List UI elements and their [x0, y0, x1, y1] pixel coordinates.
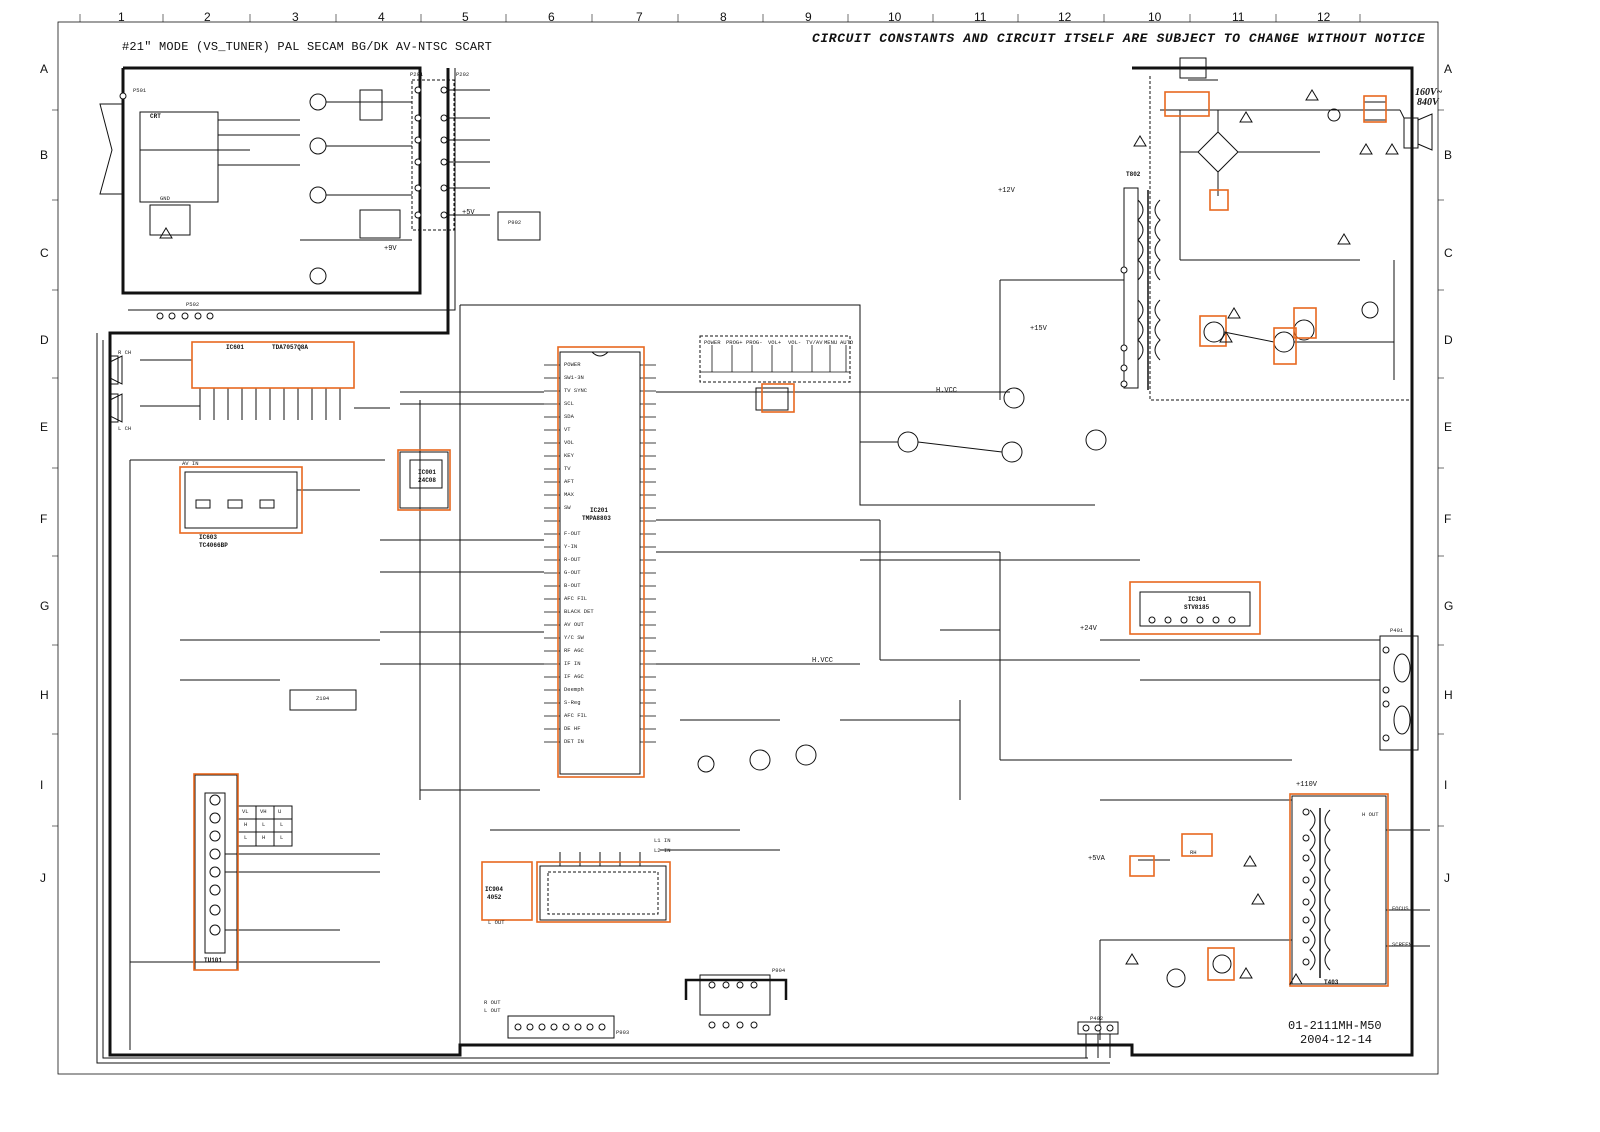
t403-label: T403	[1324, 979, 1339, 986]
v15-label: +15V	[1030, 325, 1047, 333]
key-menu: MENU	[824, 339, 838, 346]
ic201-pin-l8: KEY	[564, 452, 574, 459]
hvcc-label: H.VCC	[936, 387, 958, 395]
v9-label: +9V	[384, 245, 397, 253]
tuner-table-r1c2: L	[262, 821, 266, 828]
grid-row-j-right: J	[1444, 871, 1450, 885]
grid-col-1: 1	[118, 10, 125, 24]
av-in-label: AV IN	[182, 460, 199, 467]
grid-col-4: 4	[378, 10, 385, 24]
grid-col-10: 10	[888, 10, 902, 24]
p903-label: P903	[616, 1029, 630, 1036]
tuner-table-r2c2: H	[262, 834, 266, 841]
grid-col-12: 12	[1058, 10, 1072, 24]
grid-col-7: 7	[636, 10, 643, 24]
speaker-l-label: L CH	[118, 425, 132, 432]
speaker-r-label: R CH	[118, 349, 132, 356]
key-vol-up: VOL+	[768, 339, 782, 346]
grid-row-d-right: D	[1444, 333, 1453, 347]
ic201-pin-l16: R-OUT	[564, 556, 581, 563]
ic201-pin-l24: IF IN	[564, 660, 581, 667]
ic201-pin-l29: DE HF	[564, 725, 581, 732]
p201-label: P201	[410, 71, 424, 78]
ic603-part: TC4066BP	[199, 542, 228, 549]
ic201-pin-l27: S-Reg	[564, 699, 581, 706]
ic201-pin-l7: VOL	[564, 439, 574, 446]
grid-row-b-left: B	[40, 148, 49, 162]
grid-row-f-right: F	[1444, 512, 1452, 526]
grid-col-3: 3	[292, 10, 299, 24]
grid-col-5: 5	[462, 10, 469, 24]
key-prog-up: PROG+	[726, 339, 743, 346]
ic201-pin-l28: AFC FIL	[564, 712, 588, 719]
t802-label: T802	[1126, 171, 1141, 178]
ic001-part: 24C08	[418, 477, 437, 484]
ic201-pin-l30: DET IN	[564, 738, 584, 745]
r-out-label: R OUT	[484, 999, 501, 1006]
v24-label: +24V	[1080, 625, 1097, 633]
ic201-pin-l11: MAX	[564, 491, 574, 498]
tuner-table-h1: VL	[242, 808, 249, 815]
tuner-table-r1c1: H	[244, 821, 248, 828]
ic201-pin-l1: POWER	[564, 361, 581, 368]
ic201-pin-l21: AV OUT	[564, 621, 584, 628]
ic603-label: IC603	[199, 534, 218, 541]
key-power: POWER	[704, 339, 721, 346]
ic201-pin-l19: AFC FIL	[564, 595, 588, 602]
ic601-label: IC601	[226, 344, 245, 351]
grid-row-i-right: I	[1444, 778, 1448, 792]
gnd-label: GND	[160, 195, 170, 202]
ic904-lout-label: L OUT	[488, 919, 505, 926]
ic201-pin-l9: TV	[564, 465, 571, 472]
ic201-pin-l25: IF AGC	[564, 673, 584, 680]
p402-label: P402	[1090, 1015, 1104, 1022]
grid-row-j-left: J	[40, 871, 46, 885]
l-out-label: L OUT	[484, 1007, 501, 1014]
p904-label: P904	[772, 967, 786, 974]
ac-input-voltage-1: 160V~	[1415, 87, 1443, 98]
ic201-pin-l10: AFT	[564, 478, 574, 485]
ic201-pin-l6: VT	[564, 426, 571, 433]
grid-row-c-left: C	[40, 246, 49, 260]
key-auto: AUTO	[840, 339, 854, 346]
ic601-part: TDA7057Q8A	[272, 344, 309, 351]
tuner-table-r2c3: L	[280, 834, 284, 841]
ic201-pin-l23: RF AGC	[564, 647, 584, 654]
ic301-part: STV8185	[1184, 604, 1210, 611]
grid-row-b-right: B	[1444, 148, 1453, 162]
grid-col-10b: 10	[1148, 10, 1162, 24]
ic201-pin-l20: BLACK DET	[564, 608, 594, 615]
grid-col-9: 9	[805, 10, 812, 24]
grid-col-11: 11	[974, 10, 987, 24]
tuner-table-r2c1: L	[244, 834, 248, 841]
ic001-label: IC001	[418, 469, 437, 476]
grid-col-8: 8	[720, 10, 727, 24]
model-number: 01-2111MH-M50	[1288, 1019, 1382, 1033]
ic201-pin-l2: SW1-3N	[564, 374, 584, 381]
grid-row-a-right: A	[1444, 62, 1453, 76]
rh-label: RH	[1190, 849, 1197, 856]
hvcc-label-2: H.VCC	[812, 657, 834, 665]
focus-label: FOCUS	[1392, 905, 1409, 912]
ic201-pin-l4: SCL	[564, 400, 574, 407]
p202-label: P202	[456, 71, 470, 78]
grid-row-a-left: A	[40, 62, 49, 76]
crt-label: CRT	[150, 113, 161, 120]
ic201-label: IC201	[590, 507, 609, 514]
grid-col-12b: 12	[1317, 10, 1331, 24]
key-prog-down: PROG-	[746, 339, 763, 346]
grid-col-6: 6	[548, 10, 555, 24]
mode-title: #21" MODE (VS_TUNER) PAL SECAM BG/DK AV-NTSC SCART	[122, 40, 493, 54]
ic201-pin-l18: B-OUT	[564, 582, 581, 589]
ic201-pin-l3: TV SYNC	[564, 387, 588, 394]
grid-row-e-left: E	[40, 420, 49, 434]
v5va-label: +5VA	[1088, 855, 1105, 863]
v5-label: +5V	[462, 209, 475, 217]
ic301-label: IC301	[1188, 596, 1207, 603]
tuner-table-r1c3: L	[280, 821, 284, 828]
tuner-table-h2: VH	[260, 808, 267, 815]
grid-row-g-left: G	[40, 599, 50, 613]
grid-row-c-right: C	[1444, 246, 1453, 260]
ic201-pin-l14: F-OUT	[564, 530, 581, 537]
ic904-l2-label: L2 IN	[654, 847, 671, 854]
p401-label: P401	[1390, 627, 1404, 634]
key-vol-down: VOL-	[788, 339, 802, 346]
ic201-pin-l12: SW	[564, 504, 571, 511]
ic904-part: 4052	[487, 894, 502, 901]
ic201-pin-l5: SDA	[564, 413, 574, 420]
grid-col-2: 2	[204, 10, 211, 24]
p902-label: P902	[508, 219, 522, 226]
grid-row-d-left: D	[40, 333, 49, 347]
key-tv-av: TV/AV	[806, 339, 823, 346]
tu101-label: TU101	[204, 957, 223, 964]
change-notice: CIRCUIT CONSTANTS AND CIRCUIT ITSELF ARE SUBJECT TO CHANGE WITHOUT NOTICE	[812, 31, 1426, 46]
z104-label: Z104	[316, 695, 330, 702]
p501-label: P501	[133, 87, 147, 94]
ic904-l1-label: L1 IN	[654, 837, 671, 844]
grid-row-i-left: I	[40, 778, 44, 792]
ic904-label: IC904	[485, 886, 504, 893]
grid-row-h-left: H	[40, 688, 49, 702]
ac-input-voltage-2: 840V	[1417, 97, 1439, 108]
tuner-table-h3: U	[278, 808, 282, 815]
p502-label: P502	[186, 301, 200, 308]
revision-date: 2004-12-14	[1300, 1033, 1373, 1047]
grid-row-h-right: H	[1444, 688, 1453, 702]
ic201-pin-l17: G-OUT	[564, 569, 581, 576]
grid-row-g-right: G	[1444, 599, 1454, 613]
ic201-pin-l22: Y/C SW	[564, 634, 584, 641]
ic201-part: TMPA8803	[582, 515, 611, 522]
grid-col-11b: 11	[1232, 10, 1245, 24]
ic201-pin-l15: Y-IN	[564, 543, 578, 550]
v12-label: +12V	[998, 187, 1015, 195]
grid-row-e-right: E	[1444, 420, 1453, 434]
ic201-pin-l26: Deemph	[564, 686, 584, 693]
screen-label: SCREEN	[1392, 941, 1412, 948]
hv-label: H OUT	[1362, 811, 1379, 818]
grid-row-f-left: F	[40, 512, 48, 526]
v110-label: +110V	[1296, 781, 1318, 789]
